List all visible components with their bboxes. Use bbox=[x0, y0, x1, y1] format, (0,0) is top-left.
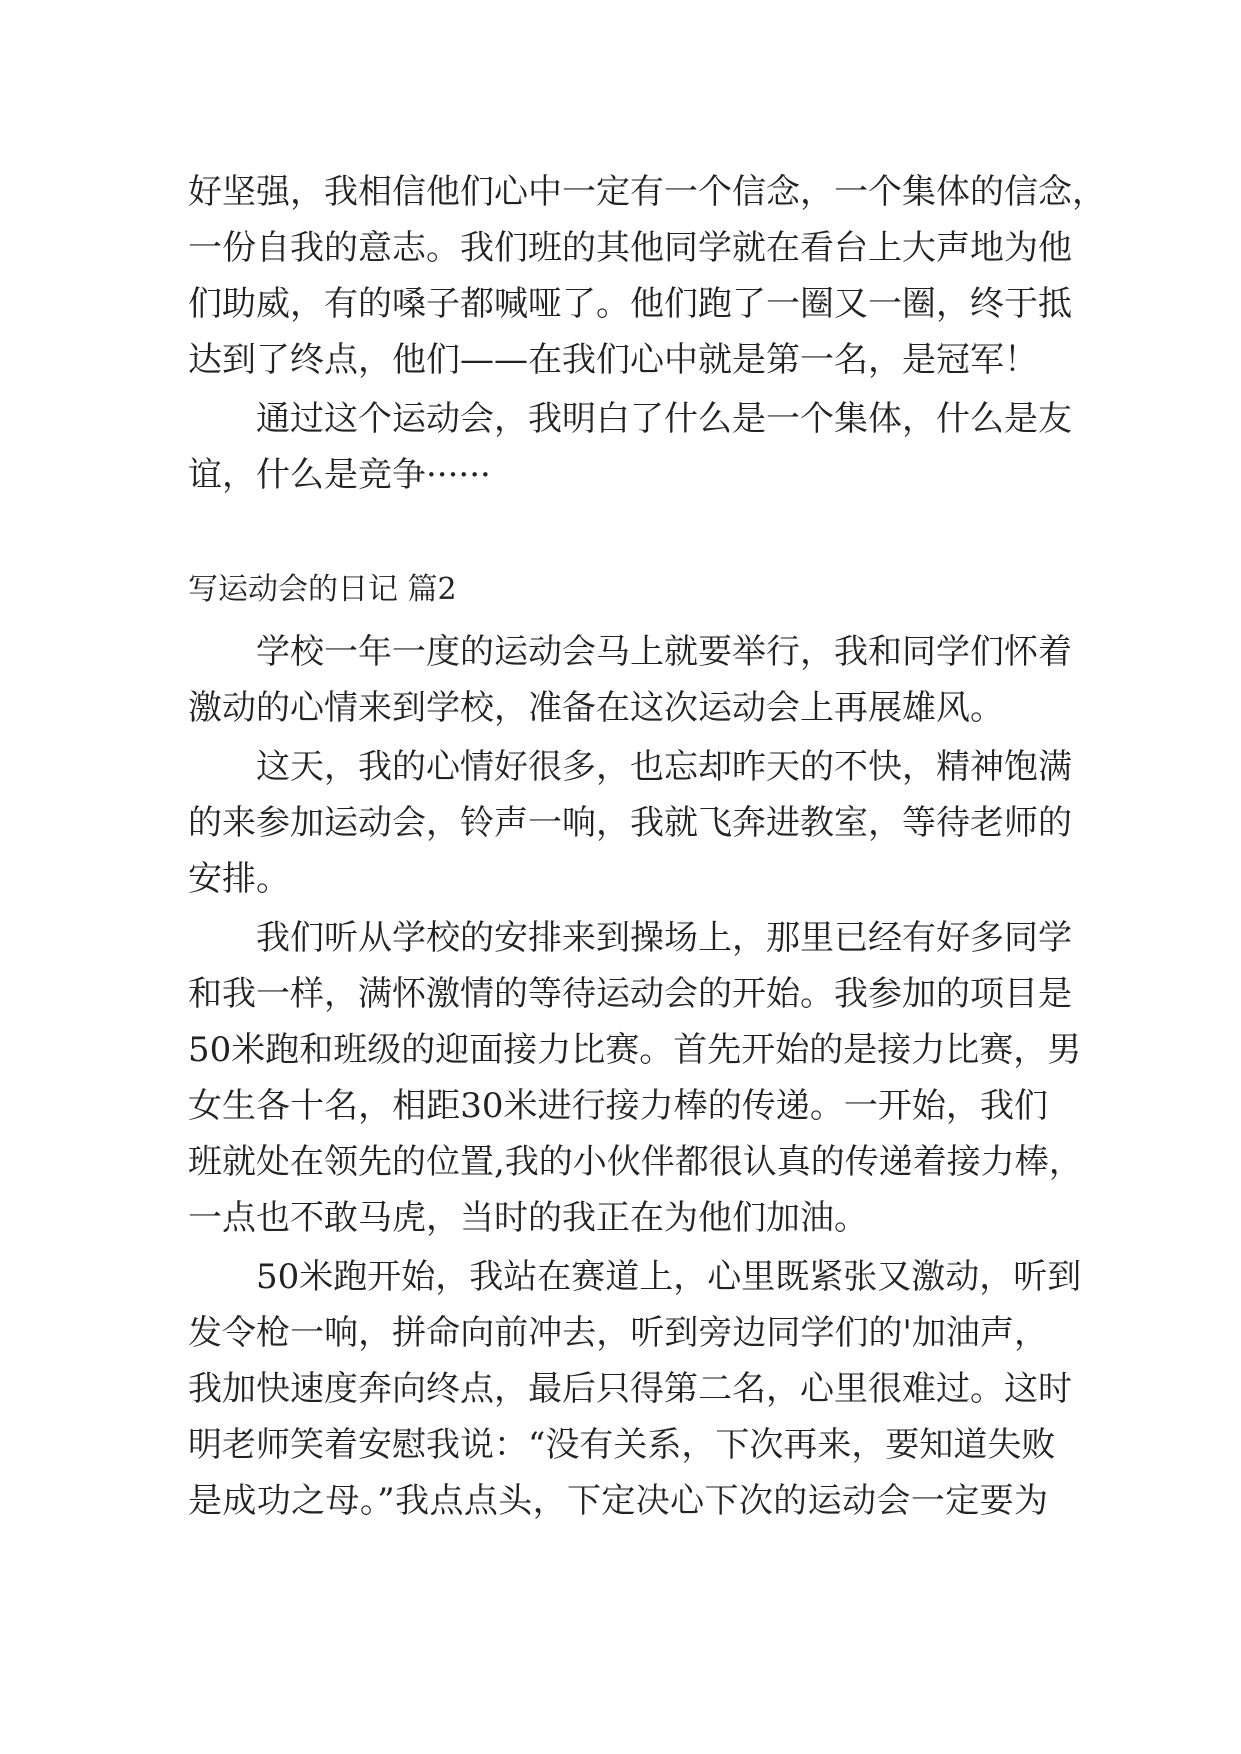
paragraph-line: 们助威，有的嗓子都喊哑了。他们跑了一圈又一圈，终于抵 bbox=[188, 284, 1072, 324]
paragraph-line: 明老师笑着安慰我说：“没有关系，下次再来，要知道失败 bbox=[188, 1425, 1056, 1465]
paragraph-line: 发令枪一响，拼命向前冲去，听到旁边同学们的'加油声， bbox=[188, 1313, 1048, 1353]
section-heading: 写运动会的日记 篇2 bbox=[188, 572, 457, 607]
paragraph-line: 和我一样，满怀激情的等待运动会的开始。我参加的项目是 bbox=[188, 974, 1072, 1014]
paragraph-line: 一点也不敢马虎，当时的我正在为他们加油。 bbox=[188, 1198, 868, 1238]
paragraph-line: 班就处在领先的位置,我的小伙伴都很认真的传递着接力棒， bbox=[188, 1142, 1083, 1182]
paragraph-line: 安排。 bbox=[188, 859, 290, 899]
paragraph-line: 我加快速度奔向终点，最后只得第二名，心里很难过。这时 bbox=[188, 1369, 1072, 1409]
paragraph-line: 好坚强，我相信他们心中一定有一个信念，一个集体的信念， bbox=[188, 172, 1106, 212]
paragraph-line: 的来参加运动会，铃声一响，我就飞奔进教室，等待老师的 bbox=[188, 803, 1072, 843]
paragraph-line: 50米跑开始，我站在赛道上，心里既紧张又激动，听到 bbox=[256, 1257, 1082, 1297]
paragraph-line: 激动的心情来到学校，准备在这次运动会上再展雄风。 bbox=[188, 688, 1004, 728]
paragraph-line: 这天，我的心情好很多，也忘却昨天的不快，精神饱满 bbox=[256, 747, 1072, 787]
paragraph-line: 谊，什么是竞争······ bbox=[188, 455, 491, 495]
paragraph-line: 学校一年一度的运动会马上就要举行，我和同学们怀着 bbox=[256, 632, 1072, 672]
paragraph-line: 我们听从学校的安排来到操场上，那里已经有好多同学 bbox=[256, 918, 1072, 958]
paragraph-line: 50米跑和班级的迎面接力比赛。首先开始的是接力比赛，男 bbox=[188, 1030, 1082, 1070]
paragraph-line: 女生各十名，相距30米进行接力棒的传递。一开始，我们 bbox=[188, 1086, 1048, 1126]
paragraph-line: 是成功之母。”我点点头，下定决心下次的运动会一定要为 bbox=[188, 1481, 1048, 1521]
paragraph-line: 一份自我的意志。我们班的其他同学就在看台上大声地为他 bbox=[188, 228, 1072, 268]
paragraph-line: 达到了终点，他们——在我们心中就是第一名，是冠军！ bbox=[188, 340, 1038, 380]
paragraph-line: 通过这个运动会，我明白了什么是一个集体，什么是友 bbox=[256, 399, 1072, 439]
